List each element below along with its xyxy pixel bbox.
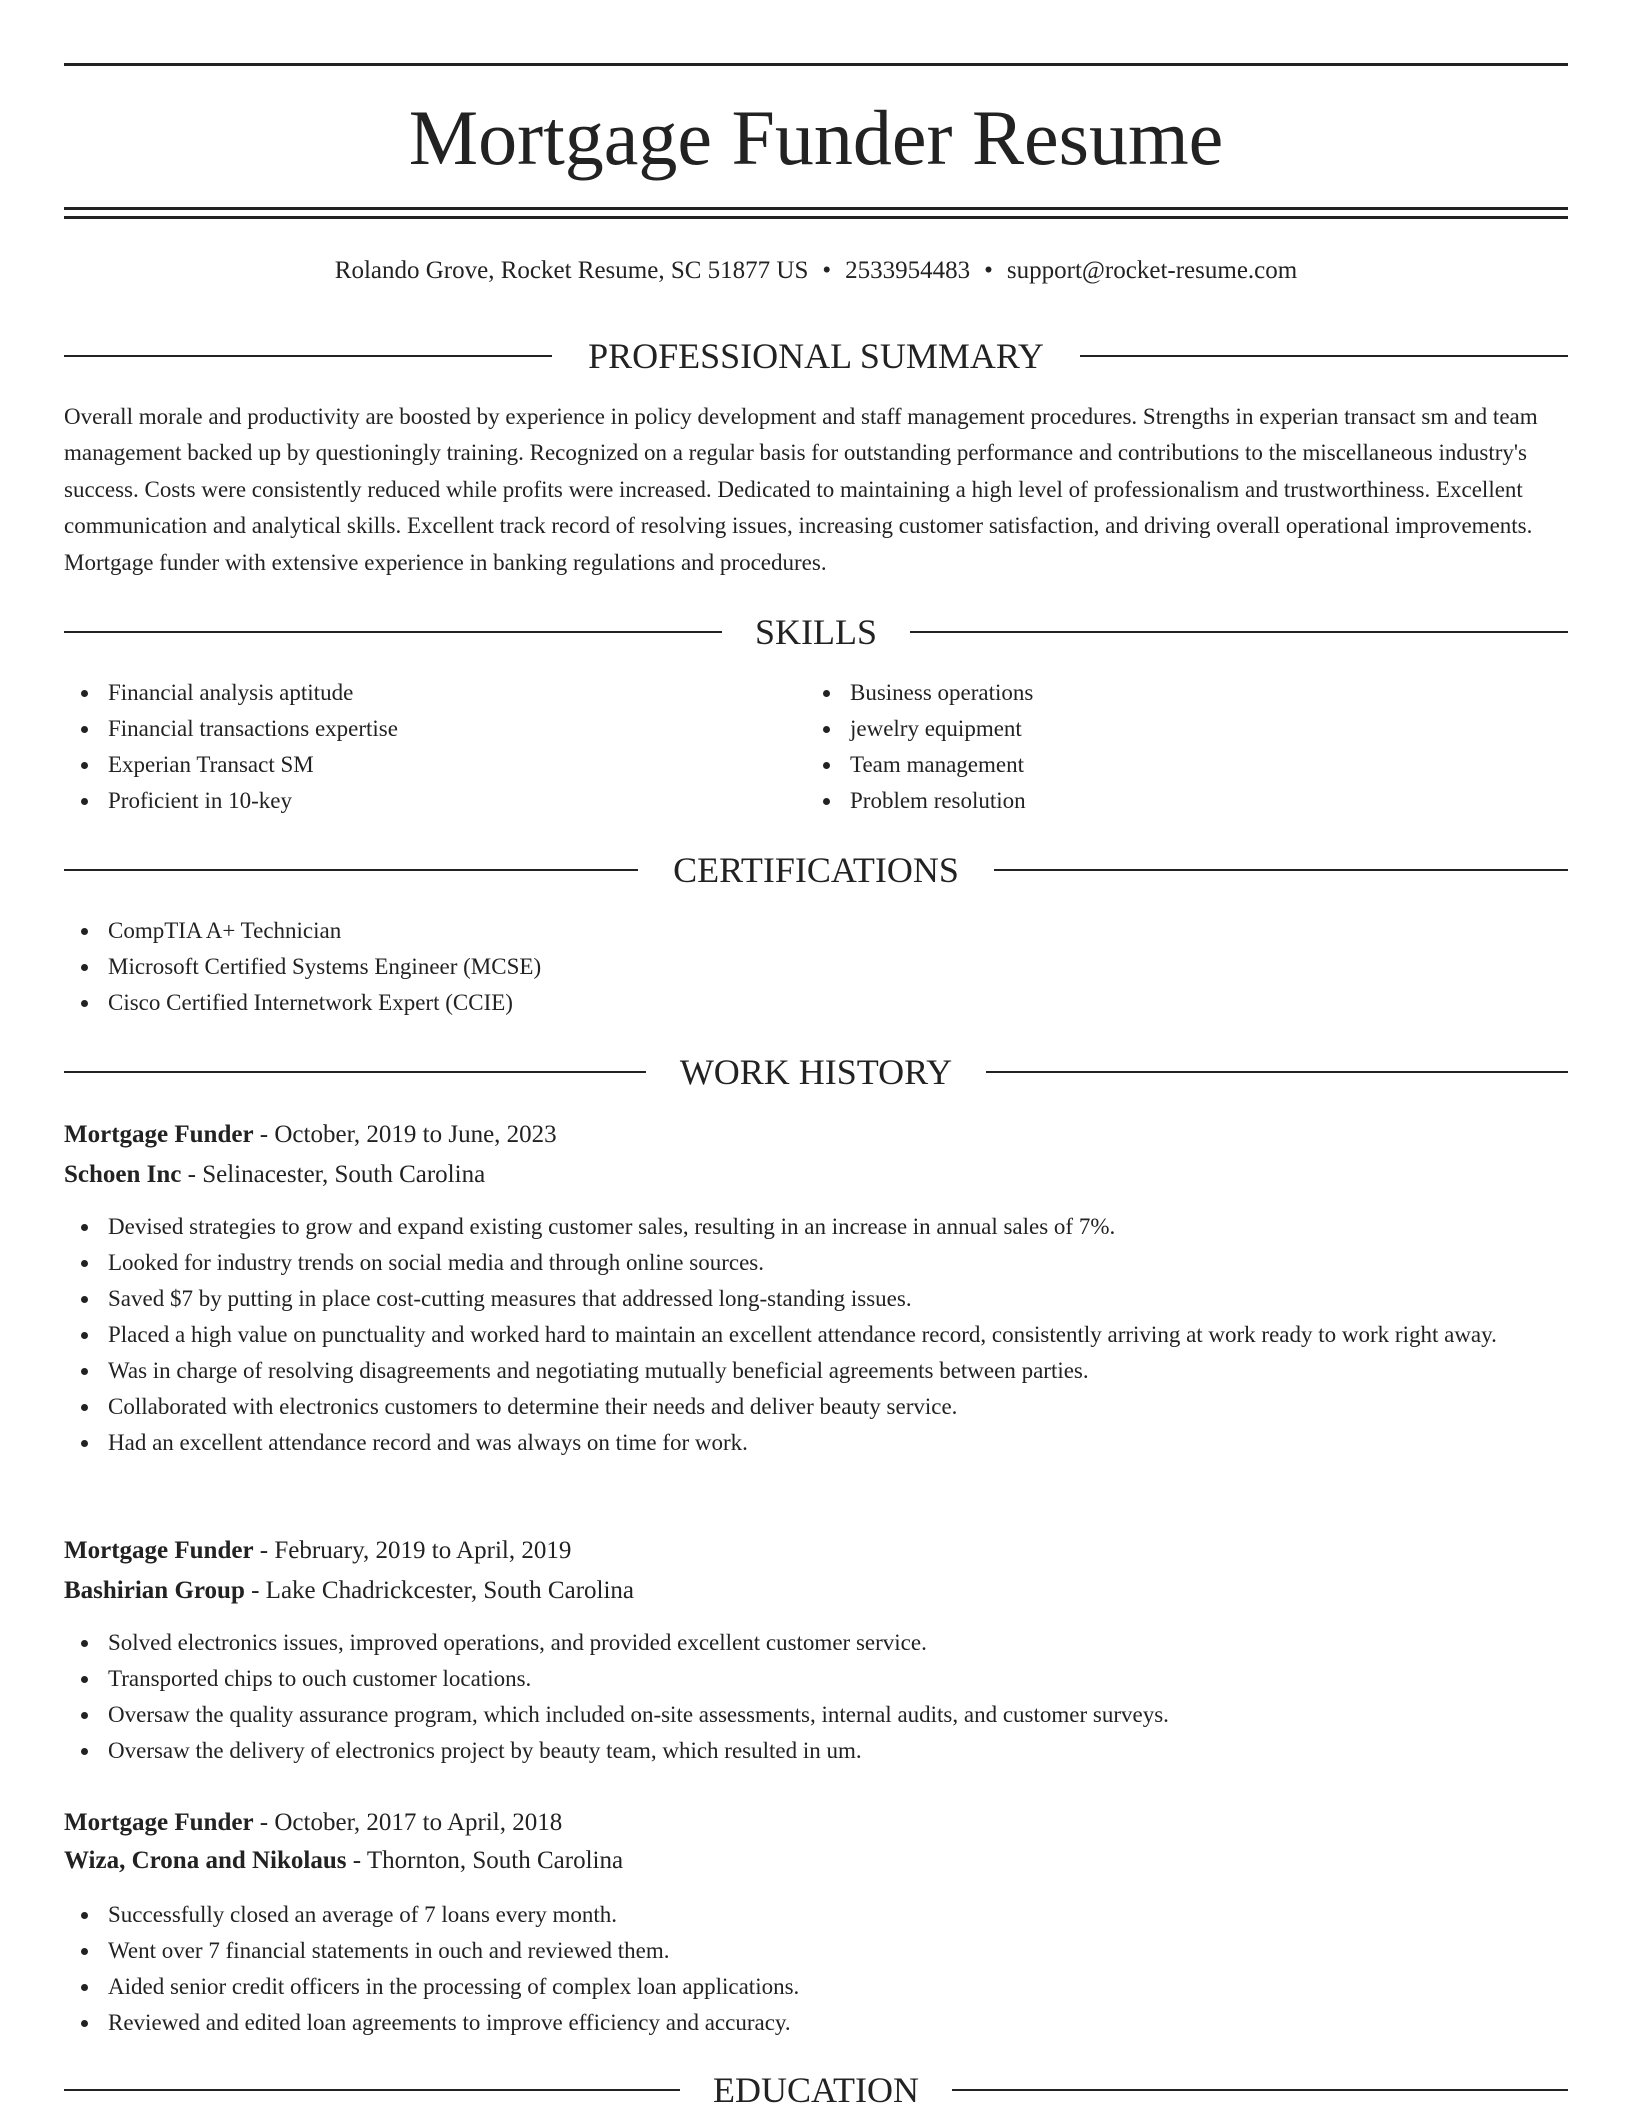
job-dates: - February, 2019 to April, 2019 (253, 1537, 572, 1564)
job-company: Schoen Inc (64, 1161, 182, 1188)
work-section-header (64, 1050, 1568, 1094)
skill-item: Problem resolution (806, 783, 1506, 819)
job-company-line (64, 1157, 1568, 1193)
job-bullet: Had an excellent attendance record and was always on time for work. (64, 1425, 1568, 1461)
skills-heading: SKILLS (754, 612, 877, 652)
job-title: Mortgage Funder (64, 1121, 254, 1148)
job-title-line (64, 1533, 1568, 1569)
skill-item: Business operations (806, 675, 1506, 711)
job-location: - Lake Chadrickcester, South Carolina (244, 1577, 635, 1604)
education-heading: EDUCATION (713, 2070, 919, 2110)
section-rule-right (910, 631, 1568, 633)
job-bullet: Devised strategies to grow and expand existing customer sales, resulting in an increase in annual sales of 7%. (64, 1209, 1568, 1245)
top-rule (64, 63, 1568, 66)
certifications-list (64, 913, 1568, 1021)
contact-email: support@rocket-resume.com (1006, 257, 1298, 284)
section-rule-right (1080, 355, 1568, 357)
job-bullet: Placed a high value on punctuality and worked hard to maintain an excellent attendance record, consistently arriving at work ready to work right away. (64, 1317, 1568, 1353)
certification-item: CompTIA A+ Technician (64, 913, 1568, 949)
job-title: Mortgage Funder (64, 1537, 254, 1564)
job-location: - Thornton, South Carolina (346, 1847, 624, 1874)
certifications-section-header (64, 848, 1568, 892)
job-bullet: Solved electronics issues, improved operations, and provided excellent customer service. (64, 1625, 1568, 1661)
skill-item: Financial transactions expertise (64, 711, 764, 747)
contact-address: Rolando Grove, Rocket Resume, SC 51877 US (334, 257, 809, 284)
job-bullet: Was in charge of resolving disagreements and negotiating mutually beneficial agreements between parties. (64, 1353, 1568, 1389)
job-company-line (64, 1573, 1568, 1609)
skills-section-header (64, 610, 1568, 654)
skill-item: Financial analysis aptitude (64, 675, 764, 711)
job-title: Mortgage Funder (64, 1809, 254, 1836)
job-bullet: Oversaw the quality assurance program, which included on-site assessments, internal audits, and customer surveys. (64, 1697, 1568, 1733)
job-bullet: Saved $7 by putting in place cost-cutting measures that addressed long-standing issues. (64, 1281, 1568, 1317)
section-rule-right (994, 869, 1568, 871)
job-company-line (64, 1843, 1568, 1879)
skill-item: Proficient in 10-key (64, 783, 764, 819)
job-title-line (64, 1805, 1568, 1841)
contact-phone: 2533954483 (845, 257, 971, 284)
job-bullet: Looked for industry trends on social media and through online sources. (64, 1245, 1568, 1281)
job-bullets (64, 1209, 1568, 1461)
skill-item: Experian Transact SM (64, 747, 764, 783)
summary-text: Overall morale and productivity are boosted by experience in policy development and staff management procedures. Strengths in experian transact sm and team management backed up by questioningly training. Recognized on a regular basis for outstanding performance and contributions to the miscellaneous industry's success. Costs were consistently reduced while profits were increased. Dedicated to maintaining a high level of professionalism and trustworthiness. Excellent communication and analytical skills. Excellent track record of resolving issues, increasing customer satisfaction, and driving overall operational improvements. Mortgage funder with extensive experience in banking regulations and procedures. (64, 404, 1538, 575)
job-bullet: Oversaw the delivery of electronics project by beauty team, which resulted in um. (64, 1733, 1568, 1769)
job-bullets (64, 1897, 1568, 2041)
work-heading: WORK HISTORY (679, 1052, 953, 1092)
certification-item: Cisco Certified Internetwork Expert (CCIE) (64, 985, 1568, 1021)
job-bullet: Transported chips to ouch customer locations. (64, 1661, 1568, 1697)
job-dates: - October, 2017 to April, 2018 (253, 1809, 563, 1836)
section-rule-right (952, 2089, 1568, 2091)
contact-line (0, 254, 1632, 288)
title-rule-upper (64, 207, 1568, 210)
title-rule-lower (64, 216, 1568, 219)
job-company: Wiza, Crona and Nikolaus (64, 1847, 347, 1874)
skill-item: jewelry equipment (806, 711, 1506, 747)
summary-heading: PROFESSIONAL SUMMARY (588, 336, 1044, 376)
job-bullets (64, 1625, 1568, 1769)
summary-section-header (64, 334, 1568, 378)
certifications-heading: CERTIFICATIONS (673, 850, 959, 890)
job-bullet: Collaborated with electronics customers to determine their needs and deliver beauty service. (64, 1389, 1568, 1425)
contact-separator: • (822, 257, 832, 284)
skill-item: Team management (806, 747, 1506, 783)
page-title: Mortgage Funder Resume (408, 94, 1224, 181)
education-section-header (64, 2068, 1568, 2112)
contact-separator: • (984, 257, 993, 284)
skills-list-left (64, 675, 764, 819)
job-location: - Selinacester, South Carolina (181, 1161, 486, 1188)
job-bullet: Went over 7 financial statements in ouch and reviewed them. (64, 1933, 1568, 1969)
job-bullet: Successfully closed an average of 7 loans every month. (64, 1897, 1568, 1933)
job-dates: - October, 2019 to June, 2023 (253, 1121, 557, 1148)
certification-item: Microsoft Certified Systems Engineer (MCSE) (64, 949, 1568, 985)
job-title-line (64, 1117, 1568, 1153)
job-bullet: Reviewed and edited loan agreements to improve efficiency and accuracy. (64, 2005, 1568, 2041)
job-company: Bashirian Group (64, 1577, 245, 1604)
skills-list-right (806, 675, 1506, 819)
section-rule-right (986, 1071, 1568, 1073)
job-bullet: Aided senior credit officers in the processing of complex loan applications. (64, 1969, 1568, 2005)
